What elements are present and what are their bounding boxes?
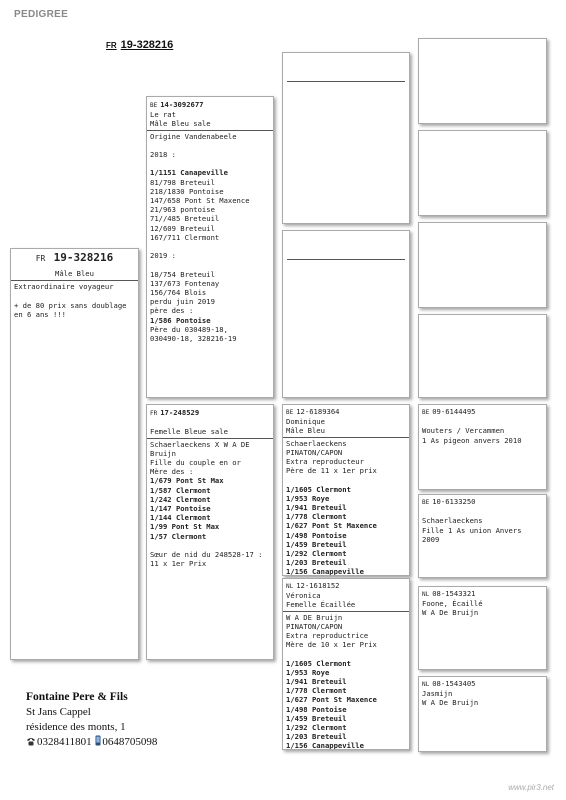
text-line xyxy=(14,292,135,301)
ggp-card-7 xyxy=(418,586,547,670)
sire-card xyxy=(146,96,274,398)
ggp5-notes xyxy=(422,417,543,445)
sire-header xyxy=(150,110,270,128)
sire-dam-card xyxy=(282,230,410,398)
text-line: 2009 xyxy=(422,534,440,544)
dam-dam-ring: NL 12-1618152 xyxy=(286,581,340,590)
text-line xyxy=(286,649,406,658)
owner-phones xyxy=(26,735,157,751)
ggp6-notes xyxy=(422,507,543,544)
text-line: en 6 ans !!! xyxy=(14,310,66,319)
text-line: 1/778 Clermont xyxy=(286,686,347,696)
text-line: 1/679 Pont St Max xyxy=(150,476,224,486)
text-line: 147/658 Pont St Maxence xyxy=(150,196,250,205)
text-line: + de 80 prix sans doublage xyxy=(14,300,127,310)
text-line: Sœur de nid du 248528-17 : xyxy=(150,550,263,560)
text-line: 1/459 Breteuil xyxy=(286,713,347,723)
ggp7-ring: NL 08-1543321 xyxy=(422,589,476,598)
dam-dam-notes xyxy=(283,613,409,750)
text-line: 030490-18, 328216-19 xyxy=(150,334,237,344)
text-line: Origine Vandenabeele xyxy=(150,131,237,141)
text-line: 1 As pigeon anvers 2010 xyxy=(422,435,522,445)
text-line: 1/156 Canappeville xyxy=(286,741,364,750)
text-line: 1/292 Clermont xyxy=(286,723,347,733)
ggp7-notes xyxy=(422,599,543,617)
text-line: 1/203 Breteuil xyxy=(286,732,347,742)
text-line: Extraordinaire voyageur xyxy=(14,282,114,292)
dam-notes xyxy=(147,440,273,569)
text-line: Foone, Écaillé xyxy=(422,599,483,609)
top-ring-country: FR xyxy=(106,41,117,50)
text-line: Extra reproductrice xyxy=(286,631,369,641)
text-line: père des : xyxy=(150,306,194,316)
text-line: 156/764 Blois xyxy=(150,288,207,297)
text-line: Père du 030489-18, xyxy=(150,324,228,334)
text-line: PINATON/CAPON xyxy=(286,621,343,631)
ggp-card-6 xyxy=(418,494,547,578)
text-line: Mâle Bleu xyxy=(286,426,325,436)
ggp-card-2 xyxy=(418,130,547,216)
text-line xyxy=(150,541,270,550)
owner-phone: 0328411801 xyxy=(37,736,92,748)
text-line: 18/754 Breteuil xyxy=(150,269,215,279)
text-line: 1/778 Clermont xyxy=(286,512,347,522)
owner-address: résidence des monts, 1 xyxy=(26,721,126,733)
text-line: Schaerlaeckens X W A DE xyxy=(150,439,250,449)
text-line xyxy=(150,242,270,251)
text-line: 2019 : xyxy=(150,251,176,261)
dam-sire-card xyxy=(282,404,410,576)
ggp8-ring: NL 08-1543405 xyxy=(422,679,476,688)
text-line: 2018 : xyxy=(150,150,176,159)
text-line: 21/963 pontoise xyxy=(150,205,215,215)
ggp-card-3 xyxy=(418,222,547,308)
text-line: 137/673 Fontenay xyxy=(150,278,220,288)
ggp6-ring: BE 10-6133250 xyxy=(422,497,476,506)
owner-name: Fontaine Pere & Fils xyxy=(26,691,128,703)
text-line: Père de 11 x 1er prix xyxy=(286,466,377,476)
subject-card xyxy=(10,248,139,660)
text-line: 1/627 Pont St Maxence xyxy=(286,695,377,705)
subject-name: Mâle Bleu xyxy=(55,269,94,279)
text-line: Schaerlaeckens xyxy=(286,438,347,448)
text-line: 1/144 Clermont xyxy=(150,513,211,523)
subject-ring xyxy=(11,253,138,263)
text-line: 1/292 Clermont xyxy=(286,549,347,559)
sire-ring: BE 14-3092677 xyxy=(150,100,204,109)
text-line: Mère des : xyxy=(150,467,194,477)
dam-dam-header xyxy=(286,591,406,609)
text-line: W A DE Bruijn xyxy=(286,612,343,622)
text-line: 1/57 Clermont xyxy=(150,531,207,541)
dam-sire-header xyxy=(286,417,406,435)
subject-ring-number: 19-328216 xyxy=(53,251,114,264)
text-line: 1/627 Pont St Maxence xyxy=(286,521,377,531)
text-line: Mère de 10 x 1er Prix xyxy=(286,640,377,650)
text-line: 1/587 Clermont xyxy=(150,485,211,495)
text-line: PINATON/CAPON xyxy=(286,447,343,457)
text-line: Extra reproducteur xyxy=(286,457,364,467)
text-line: 1/953 Roye xyxy=(286,493,330,503)
text-line: 1/99 Pont St Max xyxy=(150,522,220,532)
text-line: 167/711 Clermont xyxy=(150,232,220,242)
owner-block xyxy=(26,690,157,751)
text-line: 12/609 Breteuil xyxy=(150,223,215,233)
text-line: W A De Bruijn xyxy=(422,698,479,708)
text-line: W A De Bruijn xyxy=(422,608,479,618)
ggp8-notes xyxy=(422,689,543,707)
text-line xyxy=(422,417,543,426)
watermark: www.pir3.net xyxy=(508,783,554,792)
text-line: Fille 1 As union Anvers xyxy=(422,525,522,535)
mobile-icon xyxy=(95,735,101,751)
text-line: 81/798 Breteuil xyxy=(150,177,215,187)
text-line: Véronica xyxy=(286,591,321,601)
text-line: 1/941 Breteuil xyxy=(286,677,347,687)
text-line: Femelle Bleue sale xyxy=(150,427,228,437)
subject-country: FR xyxy=(35,254,46,263)
ggp-card-4 xyxy=(418,314,547,398)
text-line: Wouters / Vercammen xyxy=(422,426,505,436)
ggp-card-5 xyxy=(418,404,547,490)
text-line: Jasmijn xyxy=(422,689,453,699)
top-ring-value: 19-328216 xyxy=(120,39,174,51)
text-line: 11 x 1er Prix xyxy=(150,559,207,569)
dam-card xyxy=(146,404,274,660)
dam-dam-card xyxy=(282,578,410,750)
text-line: Femelle Écaillée xyxy=(286,600,356,610)
text-line: Dominique xyxy=(286,417,325,427)
phone-icon xyxy=(26,736,36,751)
text-line: 1/459 Breteuil xyxy=(286,539,347,549)
text-line: 1/941 Breteuil xyxy=(286,503,347,513)
text-line: 1/242 Clermont xyxy=(150,494,211,504)
text-line: 1/498 Pontoise xyxy=(286,704,347,714)
dam-ring: FR 17-248529 xyxy=(150,408,200,417)
owner-mobile: 0648705098 xyxy=(102,736,158,748)
text-line: 1/147 Pontoise xyxy=(150,504,211,514)
text-line xyxy=(150,141,270,150)
text-line: 1/156 Canappeville xyxy=(286,567,364,576)
text-line xyxy=(150,260,270,269)
text-line xyxy=(286,475,406,484)
text-line xyxy=(422,507,543,516)
text-line: 1/1151 Canapeville xyxy=(150,168,228,178)
subject-notes xyxy=(11,282,138,319)
sire-notes xyxy=(147,132,273,344)
text-line: 1/586 Pontoise xyxy=(150,315,211,325)
text-line: 218/1830 Pontoise xyxy=(150,186,224,196)
owner-city: St Jans Cappel xyxy=(26,706,91,718)
dam-sire-notes xyxy=(283,439,409,576)
text-line: Schaerlaeckens xyxy=(422,516,483,526)
ggp-card-1 xyxy=(418,38,547,124)
dam-sire-ring: BE 12-6189364 xyxy=(286,407,340,416)
text-line: perdu juin 2019 xyxy=(150,297,215,307)
text-line: 1/498 Pontoise xyxy=(286,530,347,540)
text-line: 71//485 Breteuil xyxy=(150,214,220,224)
page-title: PEDIGREE xyxy=(14,9,69,20)
text-line: 1/953 Roye xyxy=(286,667,330,677)
text-line: 1/203 Breteuil xyxy=(286,558,347,568)
ggp5-ring: BE 09-6144495 xyxy=(422,407,476,416)
top-ring-number xyxy=(106,39,173,51)
sire-sire-card xyxy=(282,52,410,224)
dam-header xyxy=(150,427,270,436)
text-line: 1/1605 Clermont xyxy=(286,484,351,494)
text-line xyxy=(150,159,270,168)
text-line: Mâle Bleu sale xyxy=(150,119,211,129)
text-line: Le rat xyxy=(150,110,176,120)
text-line: Bruijn xyxy=(150,448,176,458)
ggp-card-8 xyxy=(418,676,547,752)
text-line: Fille du couple en or xyxy=(150,458,241,467)
text-line: 1/1605 Clermont xyxy=(286,658,351,668)
